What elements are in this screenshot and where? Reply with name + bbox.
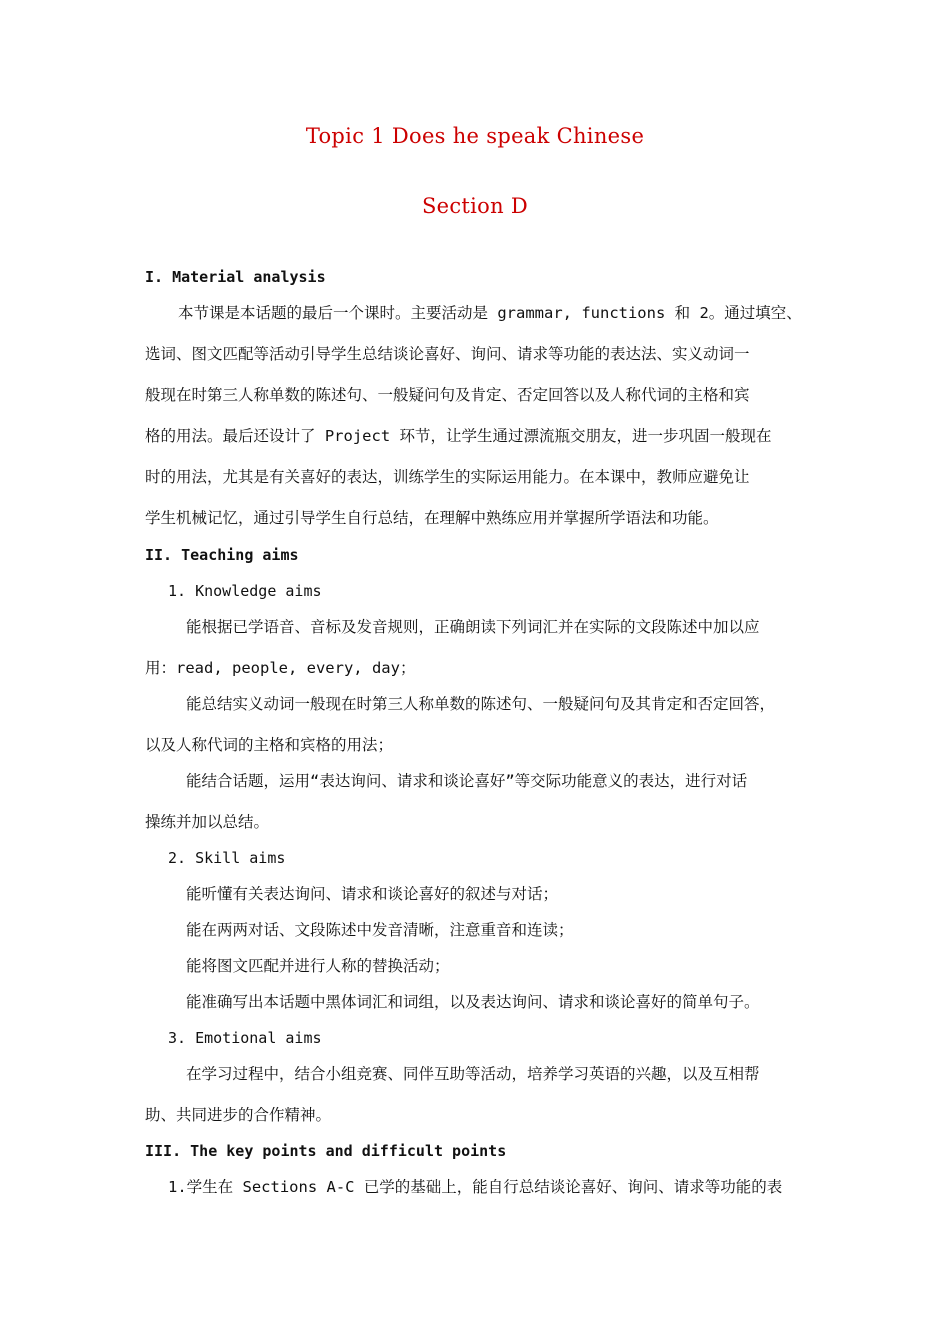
paragraph-line: 学生机械记忆，通过引导学生自行总结，在理解中熟练应用并掌握所学语法和功能。 [145,509,719,527]
material-analysis-heading: I. Material analysis [145,268,326,286]
paragraph-line: 能在两两对话、文段陈述中发音清晰，注意重音和连读； [186,921,574,939]
paragraph-line: 能根据已学语音、音标及发音规则，正确朗读下列词汇并在实际的文段陈述中加以应 [186,618,760,636]
paragraph-line: 能准确写出本话题中黑体词汇和词组，以及表达询问、请求和谈论喜好的简单句子。 [186,993,760,1011]
paragraph-line: 选词、图文匹配等活动引导学生总结谈论喜好、询问、请求等功能的表达法、实义动词一 [145,345,750,363]
key-points-heading: III. The key points and difficult points [145,1142,507,1160]
teaching-aims-heading: II. Teaching aims [145,546,299,564]
skill-aims-label: 2. Skill aims [168,849,286,867]
paragraph-line: 本节课是本话题的最后一个课时。主要活动是 grammar, functions 和 2。通过填空、 [178,304,802,322]
paragraph-line: 能总结实义动词一般现在时第三人称单数的陈述句、一般疑问句及其肯定和否定回答， [186,695,776,713]
paragraph-line: 在学习过程中，结合小组竞赛、同伴互助等活动，培养学习英语的兴趣，以及互相帮 [186,1065,760,1083]
document-title: Topic 1 Does he speak Chinese [305,124,645,148]
paragraph-line: 能听懂有关表达询问、请求和谈论喜好的叙述与对话； [186,885,559,903]
knowledge-aims-label: 1. Knowledge aims [168,582,322,600]
paragraph-line: 助、共同进步的合作精神。 [145,1106,332,1124]
paragraph-line: 以及人称代词的主格和宾格的用法； [145,736,394,754]
section-subtitle: Section D [421,194,529,218]
paragraph-line: 般现在时第三人称单数的陈述句、一般疑问句及肯定、否定回答以及人称代词的主格和宾 [145,386,750,404]
paragraph-line: 用：read, people, every, day； [145,659,416,677]
paragraph-line: 能将图文匹配并进行人称的替换活动； [186,957,450,975]
paragraph-line: 1.学生在 Sections A-C 已学的基础上，能自行总结谈论喜好、询问、请求等功能的表 [168,1178,783,1196]
paragraph-line: 能结合话题，运用“表达询问、请求和谈论喜好”等交际功能意义的表达，进行对话 [186,772,748,790]
paragraph-line: 时的用法，尤其是有关喜好的表达，训练学生的实际运用能力。在本课中，教师应避免让 [145,468,750,486]
paragraph-line: 操练并加以总结。 [145,813,270,831]
emotional-aims-label: 3. Emotional aims [168,1029,322,1047]
paragraph-line: 格的用法。最后还设计了 Project 环节，让学生通过漂流瓶交朋友，进一步巩固一般现在 [145,427,772,445]
